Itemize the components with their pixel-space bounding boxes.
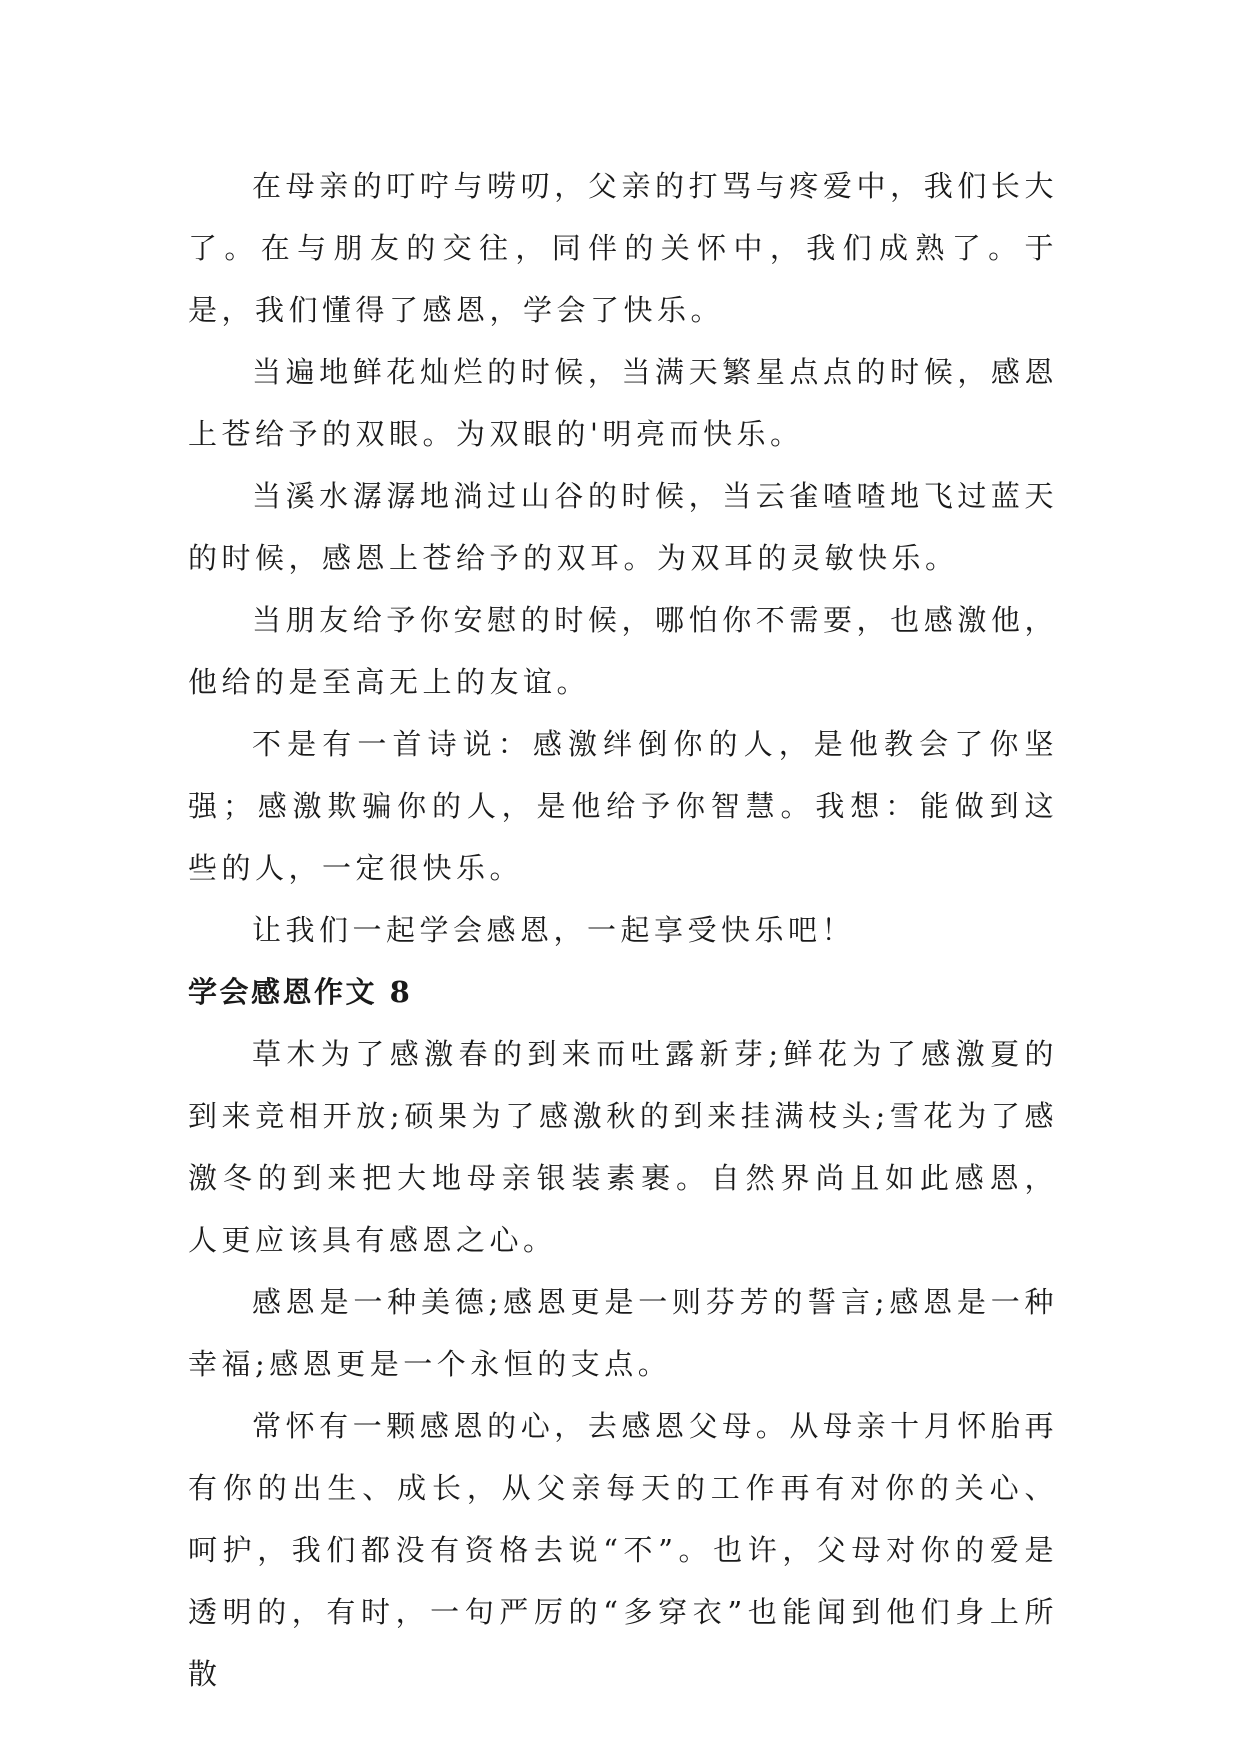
paragraph: 在母亲的叮咛与唠叨，父亲的打骂与疼爱中，我们长大了。在与朋友的交往，同伴的关怀中，我们成熟了。于是，我们懂得了感恩，学会了快乐。 — [188, 169, 1058, 327]
paragraph: 让我们一起学会感恩，一起享受快乐吧！ — [252, 913, 856, 947]
document-body — [188, 155, 1058, 1705]
paragraph: 当溪水潺潺地淌过山谷的时候，当云雀喳喳地飞过蓝天的时候，感恩上苍给予的双耳。为双耳的灵敏快乐。 — [188, 479, 1058, 575]
paragraph: 感恩是一种美德;感恩更是一则芬芳的誓言;感恩是一种幸福;感恩更是一个永恒的支点。 — [188, 1285, 1058, 1381]
section-heading: 学会感恩作文 8 — [188, 975, 413, 1009]
paragraph: 不是有一首诗说：感激绊倒你的人，是他教会了你坚强；感激欺骗你的人，是他给予你智慧。我想：能做到这些的人，一定很快乐。 — [188, 727, 1058, 885]
paragraph: 草木为了感激春的到来而吐露新芽;鲜花为了感激夏的到来竞相开放;硕果为了感激秋的到来挂满枝头;雪花为了感激冬的到来把大地母亲银装素裹。自然界尚且如此感恩，人更应该具有感恩之心。 — [188, 1037, 1058, 1257]
paragraph: 当朋友给予你安慰的时候，哪怕你不需要，也感激他，他给的是至高无上的友谊。 — [188, 603, 1058, 699]
paragraph: 常怀有一颗感恩的心，去感恩父母。从母亲十月怀胎再有你的出生、成长，从父亲每天的工作再有对你的关心、呵护，我们都没有资格去说“不”。也许，父母对你的爱是透明的，有时，一句严厉的“多穿衣”也能闻到他们身上所散 — [188, 1409, 1058, 1691]
paragraph: 当遍地鲜花灿烂的时候，当满天繁星点点的时候，感恩上苍给予的双眼。为双眼的'明亮而快乐。 — [188, 355, 1058, 451]
